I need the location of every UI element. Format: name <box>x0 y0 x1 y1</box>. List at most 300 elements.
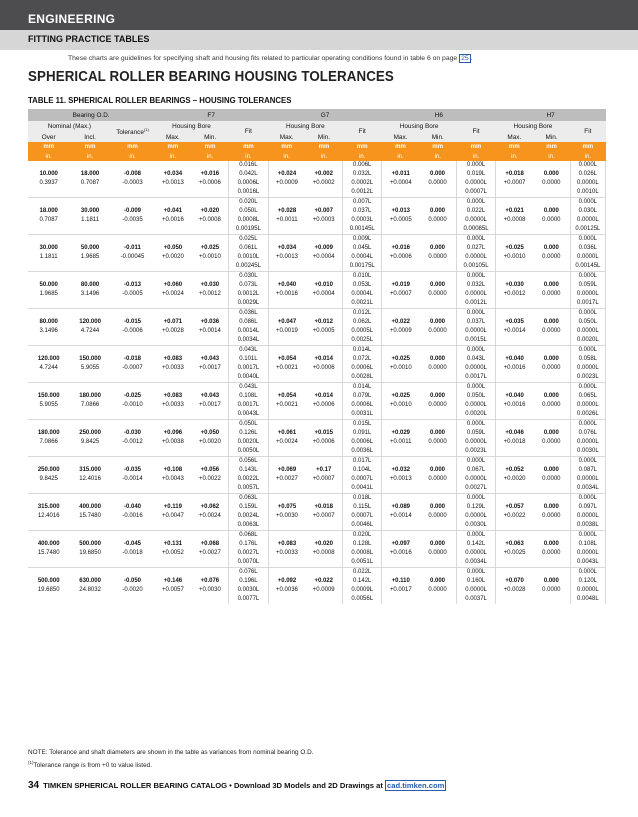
table-cell <box>154 198 191 208</box>
table-row <box>28 253 606 262</box>
table-cell: 0.0026L <box>570 410 605 420</box>
table-cell <box>268 531 305 541</box>
table-cell: +0.0009 <box>312 587 335 593</box>
page-link[interactable]: 25 <box>461 55 469 62</box>
table-cell: 0.000L <box>570 198 605 208</box>
table-cell: 0.142L <box>456 540 495 549</box>
table-cell <box>382 531 419 541</box>
table-cell <box>111 558 154 568</box>
table-cell: 0.000L <box>456 161 495 170</box>
table-cell <box>305 225 342 235</box>
table-cell <box>305 484 342 494</box>
table-cell: -0.013 <box>124 282 142 288</box>
table-cell: 0.7087 <box>80 180 100 186</box>
table-cell: +0.0017 <box>389 587 412 593</box>
table-cell <box>28 484 69 494</box>
table-cell <box>268 235 305 245</box>
table-cell <box>154 161 191 170</box>
table-cell: 0.0000L <box>456 327 495 336</box>
table-cell: 0.000L <box>570 309 605 319</box>
table-cell: +0.0016 <box>389 550 412 556</box>
table-cell: +0.016 <box>200 171 220 177</box>
table-cell: 315.000 <box>79 467 101 473</box>
table-cell <box>533 420 570 430</box>
table-cell <box>69 568 110 578</box>
table-cell: +0.056 <box>200 467 220 473</box>
table-cell: 120.000 <box>79 319 101 325</box>
table-cell <box>382 346 419 356</box>
table-cell: 0.000 <box>430 356 446 362</box>
table-cell: 0.097L <box>570 503 605 512</box>
table-cell: 0.0000 <box>428 217 447 223</box>
table-cell <box>268 410 305 420</box>
table-row <box>28 568 606 578</box>
table-cell: +0.0012 <box>503 291 526 297</box>
table-cell <box>419 383 456 393</box>
table-cell <box>28 235 69 245</box>
table-cell: +0.0020 <box>198 439 221 445</box>
table-cell: +0.043 <box>200 393 220 399</box>
page-heading: SPHERICAL ROLLER BEARING HOUSING TOLERANCES <box>28 69 394 85</box>
table-row <box>28 327 606 336</box>
table-row <box>28 558 606 568</box>
table-cell: 0.0007L <box>343 475 382 484</box>
group-header-h7: H7 <box>496 109 606 121</box>
table-cell: 0.0000L <box>456 401 495 410</box>
fit-header: Fit <box>343 121 382 142</box>
group-header-g7: G7 <box>268 109 382 121</box>
table-cell: 0.0006L <box>229 179 268 188</box>
table-cell <box>111 262 154 272</box>
table-cell: 0.000 <box>430 282 446 288</box>
table-cell: 0.000 <box>543 319 559 325</box>
table-cell: 0.000 <box>543 356 559 362</box>
table-cell <box>533 188 570 198</box>
table-cell: +0.0016 <box>503 402 526 408</box>
table-cell <box>154 235 191 245</box>
table-row <box>28 262 606 272</box>
table-cell: 150.000 <box>37 393 60 399</box>
table-row <box>28 586 606 595</box>
table-cell: +0.0019 <box>276 328 298 334</box>
table-row <box>28 216 606 225</box>
table-body <box>28 161 606 604</box>
table-cell <box>305 309 342 319</box>
table-cell: 0.0007L <box>456 188 495 198</box>
table-cell: +0.0027 <box>276 476 298 482</box>
table-cell: 0.0016L <box>229 188 268 198</box>
table-cell: 0.053L <box>343 281 382 290</box>
table-cell: +0.0013 <box>276 254 298 260</box>
table-cell: +0.083 <box>163 356 183 362</box>
table-cell <box>382 225 419 235</box>
table-cell <box>496 410 533 420</box>
table-cell: 0.0041L <box>343 484 382 494</box>
table-cell: +0.0009 <box>276 180 298 186</box>
table-cell: 0.000 <box>430 393 446 399</box>
table-cell: +0.0010 <box>503 254 526 260</box>
table-cell: -0.0016 <box>122 513 143 519</box>
table-cell: 0.000 <box>430 430 446 436</box>
table-cell: 0.00105L <box>456 262 495 272</box>
table-cell: -0.009 <box>124 208 142 214</box>
table-cell <box>268 198 305 208</box>
table-cell: 0.0000 <box>542 587 561 593</box>
table-cell <box>496 225 533 235</box>
table-cell: -0.0006 <box>122 328 143 334</box>
fit-header: Fit <box>570 121 605 142</box>
table-cell: 1.9685 <box>80 254 100 260</box>
table-cell: 0.0025L <box>343 336 382 346</box>
table-cell <box>496 235 533 245</box>
table-cell: 0.3937 <box>39 180 58 186</box>
table-cell <box>533 447 570 457</box>
table-cell: 0.0046L <box>343 521 382 531</box>
table-cell: 0.000L <box>570 161 605 170</box>
table-cell: +0.020 <box>314 541 333 547</box>
table-cell: 9.8425 <box>39 476 58 482</box>
table-cell <box>69 457 110 467</box>
table-cell: 0.0008L <box>229 216 268 225</box>
table-cell: -0.0007 <box>122 365 143 371</box>
table-cell: 0.0000L <box>456 179 495 188</box>
table-cell: +0.0007 <box>503 180 526 186</box>
table-cell <box>382 420 419 430</box>
table-cell: +0.061 <box>277 430 297 436</box>
table-cell: 0.0000L <box>570 475 605 484</box>
table-cell: 0.0030L <box>229 586 268 595</box>
table-row <box>28 364 606 373</box>
table-cell: +0.0017 <box>198 365 221 371</box>
table-cell: 0.000L <box>570 235 605 245</box>
table-cell: 0.000L <box>456 420 495 430</box>
table-cell: +0.0038 <box>161 439 184 445</box>
table-cell: +0.083 <box>163 393 183 399</box>
table-row <box>28 512 606 521</box>
table-cell <box>496 521 533 531</box>
table-cell: 0.007L <box>343 198 382 208</box>
table-cell <box>111 568 154 578</box>
table-cell: +0.070 <box>505 578 524 584</box>
table-cell: 0.00245L <box>229 262 268 272</box>
table-cell <box>496 494 533 504</box>
table-cell <box>419 161 456 170</box>
table-cell <box>382 336 419 346</box>
table-cell: 5.9055 <box>39 402 58 408</box>
table-cell: 0.000 <box>543 171 559 177</box>
table-cell: -0.018 <box>124 356 142 362</box>
table-cell: 0.0000 <box>428 476 447 482</box>
table-cell: 0.0000 <box>428 550 447 556</box>
table-cell: 0.079L <box>343 392 382 401</box>
table-cell <box>382 198 419 208</box>
table-cell: 0.0000 <box>542 254 561 260</box>
table-cell: 0.0003L <box>343 216 382 225</box>
table-cell: +0.029 <box>391 430 411 436</box>
table-cell <box>154 410 191 420</box>
table-cell <box>69 161 110 170</box>
table-cell: 0.0000 <box>542 365 561 371</box>
table-cell: 0.0000L <box>456 438 495 447</box>
table-cell: 0.0050L <box>229 447 268 457</box>
table-cell <box>69 225 110 235</box>
table-cell <box>69 272 110 282</box>
table-cell: +0.0025 <box>503 550 526 556</box>
table-cell: 0.0000 <box>542 291 561 297</box>
table-cell <box>496 531 533 541</box>
table-cell: +0.009 <box>314 245 333 251</box>
table-cell: +0.040 <box>277 282 297 288</box>
table-cell: 0.160L <box>456 577 495 586</box>
table-cell <box>69 383 110 393</box>
table-cell: +0.0006 <box>389 254 412 260</box>
table-cell <box>533 235 570 245</box>
table-cell: +0.028 <box>277 208 297 214</box>
table-cell: 0.0000 <box>542 476 561 482</box>
table-cell <box>69 262 110 272</box>
table-cell: 0.020L <box>343 531 382 541</box>
table-cell <box>419 484 456 494</box>
table-cell: 0.000 <box>430 578 446 584</box>
table-notes <box>28 748 313 771</box>
table-cell <box>419 447 456 457</box>
table-cell <box>111 484 154 494</box>
table-cell: -0.0003 <box>122 180 143 186</box>
table-cell: +0.0006 <box>312 365 335 371</box>
table-cell: +0.054 <box>277 356 297 362</box>
table-cell <box>496 457 533 467</box>
table-cell <box>305 531 342 541</box>
table-cell: +0.040 <box>505 356 524 362</box>
table-cell: -0.0014 <box>122 476 143 482</box>
table-cell: -0.0012 <box>122 439 143 445</box>
table-cell: 500.000 <box>79 541 101 547</box>
page-number: 34 <box>28 780 40 791</box>
table-cell <box>111 272 154 282</box>
table-cell <box>69 373 110 383</box>
table-cell: +0.0016 <box>161 217 184 223</box>
table-cell: 0.0017L <box>229 401 268 410</box>
table-cell <box>154 457 191 467</box>
table-cell: +0.0022 <box>198 476 221 482</box>
table-cell <box>419 373 456 383</box>
table-cell: +0.0007 <box>389 291 412 297</box>
table-cell: -0.0020 <box>122 587 143 593</box>
table-cell <box>28 373 69 383</box>
table-cell <box>111 383 154 393</box>
table-cell: 0.0000 <box>542 217 561 223</box>
table-cell: -0.00045 <box>120 254 145 260</box>
table-cell: 0.00195L <box>229 225 268 235</box>
table-cell <box>192 336 229 346</box>
table-cell: +0.068 <box>200 541 220 547</box>
table-cell: +0.0013 <box>389 476 412 482</box>
table-cell: 0.0000 <box>428 587 447 593</box>
table-cell <box>111 531 154 541</box>
table-cell <box>192 161 229 170</box>
table-cell: 0.0000L <box>456 253 495 262</box>
table-cell <box>533 521 570 531</box>
table-cell <box>192 383 229 393</box>
table-cell <box>69 420 110 430</box>
table-cell <box>28 558 69 568</box>
table-cell: 18.000 <box>39 208 58 214</box>
table-cell: +0.0024 <box>161 291 184 297</box>
table-cell: 0.043L <box>229 346 268 356</box>
table-cell: 12.4016 <box>37 513 60 519</box>
table-cell <box>111 457 154 467</box>
table-cell: 0.000L <box>456 346 495 356</box>
table-cell: 0.104L <box>343 466 382 475</box>
table-cell: +0.0007 <box>312 476 335 482</box>
table-cell <box>533 272 570 282</box>
table-cell: +0.020 <box>200 208 220 214</box>
table-cell: +0.146 <box>163 578 183 584</box>
table-cell <box>496 346 533 356</box>
table-cell: 0.059L <box>570 281 605 290</box>
table-cell <box>305 346 342 356</box>
table-cell: 180.000 <box>37 430 60 436</box>
footer-link[interactable]: cad.timken.com <box>387 781 445 790</box>
table-cell <box>496 484 533 494</box>
table-cell: 0.00125L <box>570 225 605 235</box>
table-cell <box>382 457 419 467</box>
table-cell: 0.0000L <box>456 475 495 484</box>
table-cell: +0.0012 <box>198 291 221 297</box>
table-cell: 0.0051L <box>343 558 382 568</box>
table-cell <box>533 484 570 494</box>
table-cell: -0.0018 <box>122 550 143 556</box>
table-cell <box>496 420 533 430</box>
table-cell: 0.0036L <box>343 447 382 457</box>
table-cell: 24.8032 <box>79 587 101 593</box>
table-cell <box>419 299 456 309</box>
table-cell: 0.0000L <box>570 327 605 336</box>
table-cell: 0.0000 <box>428 328 447 334</box>
table-cell: 0.196L <box>229 577 268 586</box>
table-cell: 0.0020L <box>229 438 268 447</box>
table-cell <box>419 558 456 568</box>
table-cell <box>111 494 154 504</box>
table-cell: 0.043L <box>229 383 268 393</box>
table-cell <box>28 198 69 208</box>
table-cell: -0.015 <box>124 319 142 325</box>
table-cell <box>69 346 110 356</box>
table-row <box>28 383 606 393</box>
table-cell: 0.061L <box>229 244 268 253</box>
table-cell: +0.014 <box>314 393 333 399</box>
table-cell: 0.159L <box>229 503 268 512</box>
table-cell: 0.050L <box>229 207 268 216</box>
table-cell: 0.0000L <box>456 364 495 373</box>
table-cell: 30.000 <box>80 208 100 214</box>
table-cell: +0.025 <box>391 393 411 399</box>
table-cell <box>192 484 229 494</box>
table-cell: 0.0000 <box>428 513 447 519</box>
table-cell <box>496 558 533 568</box>
table-cell: 0.000L <box>456 494 495 504</box>
table-cell: +0.0057 <box>161 587 184 593</box>
table-cell <box>305 595 342 604</box>
table-cell: 0.0000L <box>456 290 495 299</box>
table-cell: +0.0020 <box>161 254 184 260</box>
table-cell: 18.000 <box>80 171 100 177</box>
table-cell: 0.0000 <box>542 402 561 408</box>
table-cell: +0.0030 <box>276 513 298 519</box>
table-cell <box>533 531 570 541</box>
table-cell: +0.052 <box>505 467 524 473</box>
table-cell: 0.0048L <box>570 595 605 604</box>
table-cell <box>305 457 342 467</box>
fit-header: Fit <box>456 121 495 142</box>
table-cell <box>192 595 229 604</box>
table-cell <box>28 346 69 356</box>
table-cell <box>192 457 229 467</box>
table-cell: 15.7480 <box>37 550 60 556</box>
table-row <box>28 447 606 457</box>
table-cell: 0.0012L <box>229 290 268 299</box>
table-cell <box>305 188 342 198</box>
table-cell <box>111 188 154 198</box>
table-cell: 0.000L <box>456 272 495 282</box>
table-cell <box>268 558 305 568</box>
section-title: ENGINEERING <box>28 12 116 26</box>
table-cell <box>268 595 305 604</box>
table-cell: +0.071 <box>163 319 183 325</box>
table-cell <box>382 558 419 568</box>
table-cell: +0.0016 <box>503 365 526 371</box>
table-cell: 0.0000 <box>542 550 561 556</box>
table-cell: 0.032L <box>343 170 382 179</box>
table-row <box>28 392 606 401</box>
table-cell <box>154 484 191 494</box>
table-cell: 0.000 <box>543 504 559 510</box>
table-cell: 0.101L <box>229 355 268 364</box>
group-header-h6: H6 <box>382 109 496 121</box>
table-cell: 0.0006L <box>343 438 382 447</box>
table-cell: +0.131 <box>163 541 183 547</box>
table-cell <box>496 383 533 393</box>
table-cell: 0.0000 <box>428 439 447 445</box>
max-header: Max. <box>154 132 191 142</box>
table-cell: 0.0043L <box>229 410 268 420</box>
table-cell <box>496 447 533 457</box>
table-cell: +0.0036 <box>276 587 298 593</box>
table-cell: 0.059L <box>456 429 495 438</box>
table-cell <box>69 410 110 420</box>
over-header: Over <box>28 132 69 142</box>
table-cell: +0.032 <box>391 467 411 473</box>
table-cell: 0.0030L <box>456 521 495 531</box>
table-cell: +0.0014 <box>503 328 526 334</box>
table-cell: +0.0010 <box>389 365 412 371</box>
table-cell <box>268 521 305 531</box>
table-cell <box>382 262 419 272</box>
table-cell: 1.1811 <box>81 217 100 223</box>
table-cell <box>533 410 570 420</box>
table-cell: 0.009L <box>343 235 382 245</box>
table-cell: 0.0000 <box>542 328 561 334</box>
table-cell: 0.000 <box>543 578 559 584</box>
unit-row-in: in. in. in. in. in. in. in. in. in. in. in. in. in. in. in. <box>28 152 606 161</box>
table-cell: +0.013 <box>391 208 411 214</box>
table-cell: +0.057 <box>505 504 524 510</box>
table-cell: 0.0063L <box>229 521 268 531</box>
table-cell <box>533 309 570 319</box>
table-cell: 0.000 <box>430 208 446 214</box>
table-cell: +0.0043 <box>161 476 184 482</box>
table-cell <box>382 383 419 393</box>
